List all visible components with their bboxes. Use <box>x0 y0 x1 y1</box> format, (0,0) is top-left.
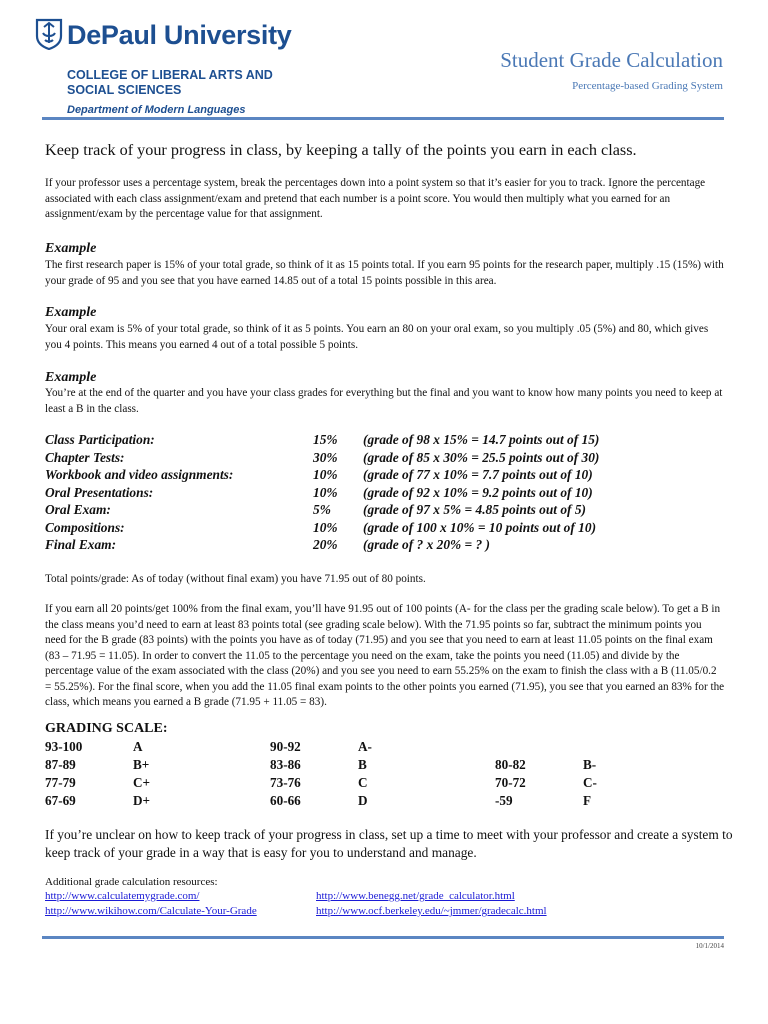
item-percent: 15% <box>313 432 338 447</box>
scale-grade: C <box>358 775 368 790</box>
item-percent: 10% <box>313 484 338 500</box>
item-calculation: (grade of ? x 20% = ? ) <box>363 537 491 552</box>
grade-row <box>45 537 685 555</box>
example-heading-3: Example <box>45 370 97 385</box>
resource-link-berkeley[interactable]: http://www.ocf.berkeley.edu/~jmmer/gradecalc.html <box>316 905 547 917</box>
item-percent: 10% <box>313 519 338 535</box>
scale-range: 87-89 <box>45 757 76 772</box>
totals-explanation: If you earn all 20 points/get 100% from the final exam, you’ll have 91.95 out of 100 points (A- for the class per the grading scale below). To get a B in the class means you’d need to earn at least 83 points total (see grading scale below). With the 71.95 points so far, subtract the minimum points you need for the B grade (83 points) with the points you have as of today (71.95) and you see that you need to earn at least 11.05 points on the final exam (83 – 71.95 = 11.05). In order to convert the 11.05 to the percentage you need on the exam, take the points you need (11.05) and divide by the percentage value of the exam associated with the class (20%) and you see you need to earn 55.25% on the exam to finish the class with a B (11.05/0.2 = 55.25%). For the final score, when you add the 11.05 final exam points to the other points you earned (71.95), you see that you earned an 83% for the class, which means you earned a B grade (71.95 + 11.05 = 83). <box>45 603 725 708</box>
item-label: Final Exam: <box>45 537 117 552</box>
grading-scale-table <box>45 739 597 811</box>
item-label: Oral Exam: <box>45 502 111 517</box>
document-title: Student Grade Calculation <box>500 48 723 72</box>
scale-grade: B- <box>583 757 597 772</box>
closing-paragraph: If you’re unclear on how to keep track of your progress in class, set up a time to meet with your professor and create a system to keep track of your grade in a way that is easy for you to understand and manage. <box>45 827 733 860</box>
scale-range: -59 <box>495 793 513 808</box>
document-date: 10/1/2014 <box>695 942 724 950</box>
header-divider <box>42 117 724 120</box>
intro-paragraph: If your professor uses a percentage system, break the percentages down into a point system so that it’s easier for you to track. Ignore the percentage associated with each class assignment/exam and pretend that each number is a point score. You would then multiply what you earned for an assignment/exam by the percentage value for that assignment. <box>45 177 706 220</box>
grade-row <box>45 467 685 485</box>
scale-grade: C- <box>583 775 597 790</box>
example-text-1: The first research paper is 15% of your total grade, so think of it as 15 points total. If you earn 95 points for the research paper, multiply .15 (15%) with your grade of 95 and you see that you have earned 14.85 out of a total 15 points possible in this area. <box>45 259 724 287</box>
scale-grade: A <box>133 739 143 754</box>
scale-row <box>45 739 597 757</box>
scale-grade: D+ <box>133 793 151 808</box>
scale-grade: D <box>358 793 368 808</box>
totals-line: Total points/grade: As of today (without final exam) you have 71.95 out of 80 points. <box>45 573 426 585</box>
college-name <box>67 68 327 98</box>
grading-scale-title: GRADING SCALE: <box>45 721 168 736</box>
university-name: DePaul University <box>67 20 292 50</box>
item-calculation: (grade of 100 x 10% = 10 points out of 10) <box>363 519 597 535</box>
grade-row <box>45 485 685 503</box>
item-label: Class Participation: <box>45 432 155 447</box>
resource-links-left <box>45 889 257 919</box>
scale-range: 83-86 <box>270 757 301 772</box>
item-label: Chapter Tests: <box>45 449 125 465</box>
example-heading-2: Example <box>45 305 97 320</box>
shield-icon <box>35 18 63 50</box>
item-calculation: (grade of 98 x 15% = 14.7 points out of 15) <box>363 432 600 447</box>
item-calculation: (grade of 77 x 10% = 7.7 points out of 10) <box>363 467 593 482</box>
resources-title: Additional grade calculation resources: <box>45 876 218 888</box>
item-percent: 20% <box>313 537 338 552</box>
grade-row <box>45 432 685 450</box>
item-percent: 10% <box>313 467 338 482</box>
scale-grade <box>583 739 597 757</box>
scale-grade: B <box>358 757 367 772</box>
scale-range: 80-82 <box>495 757 526 772</box>
scale-grade: A- <box>358 739 372 754</box>
college-line-1: COLLEGE OF LIBERAL ARTS AND <box>67 68 273 82</box>
department-name: Department of Modern Languages <box>67 104 246 116</box>
scale-range: 70-72 <box>495 775 526 790</box>
grade-breakdown-table <box>45 432 685 555</box>
lead-paragraph: Keep track of your progress in class, by keeping a tally of the points you earn in each class. <box>45 141 637 159</box>
resource-link-calculatemygrade[interactable]: http://www.calculatemygrade.com/ <box>45 890 200 902</box>
resource-link-wikihow[interactable]: http://www.wikihow.com/Calculate-Your-Grade <box>45 905 257 917</box>
example-text-3: You’re at the end of the quarter and you have your class grades for everything but the final and you want to know how many points you need to keep at least a B in the class. <box>45 387 723 415</box>
scale-range: 67-69 <box>45 793 76 808</box>
item-label: Oral Presentations: <box>45 484 154 500</box>
item-percent: 30% <box>313 449 338 465</box>
document-subtitle: Percentage-based Grading System <box>572 80 723 92</box>
scale-range: 90-92 <box>270 739 301 754</box>
scale-row <box>45 775 597 793</box>
scale-grade: C+ <box>133 775 151 790</box>
scale-grade: F <box>583 793 592 808</box>
scale-row <box>45 793 597 811</box>
grade-row <box>45 450 685 468</box>
grade-row <box>45 502 685 520</box>
scale-grade: B+ <box>133 757 150 772</box>
example-text-2: Your oral exam is 5% of your total grade, so think of it as 5 points. You earn an 80 on your oral exam, so you multiply .05 (5%) and 80, which gives you 4 points. This means you earned 4 out of a total possible 5 points. <box>45 323 709 351</box>
scale-range: 73-76 <box>270 775 301 790</box>
scale-range <box>495 739 583 757</box>
scale-range: 60-66 <box>270 793 301 808</box>
footer-divider <box>42 936 724 939</box>
college-line-2: SOCIAL SCIENCES <box>67 83 182 97</box>
scale-row <box>45 757 597 775</box>
grade-row <box>45 520 685 538</box>
example-heading-1: Example <box>45 241 97 256</box>
item-label: Compositions: <box>45 519 125 535</box>
resource-link-benegg[interactable]: http://www.benegg.net/grade_calculator.html <box>316 890 515 902</box>
item-calculation: (grade of 85 x 30% = 25.5 points out of 30) <box>363 449 600 465</box>
item-calculation: (grade of 92 x 10% = 9.2 points out of 10) <box>363 484 593 500</box>
item-label: Workbook and video assignments: <box>45 467 234 482</box>
scale-range: 77-79 <box>45 775 76 790</box>
scale-range: 93-100 <box>45 739 83 754</box>
item-percent: 5% <box>313 502 331 517</box>
item-calculation: (grade of 97 x 5% = 4.85 points out of 5) <box>363 502 586 517</box>
resource-links-right <box>316 889 547 919</box>
